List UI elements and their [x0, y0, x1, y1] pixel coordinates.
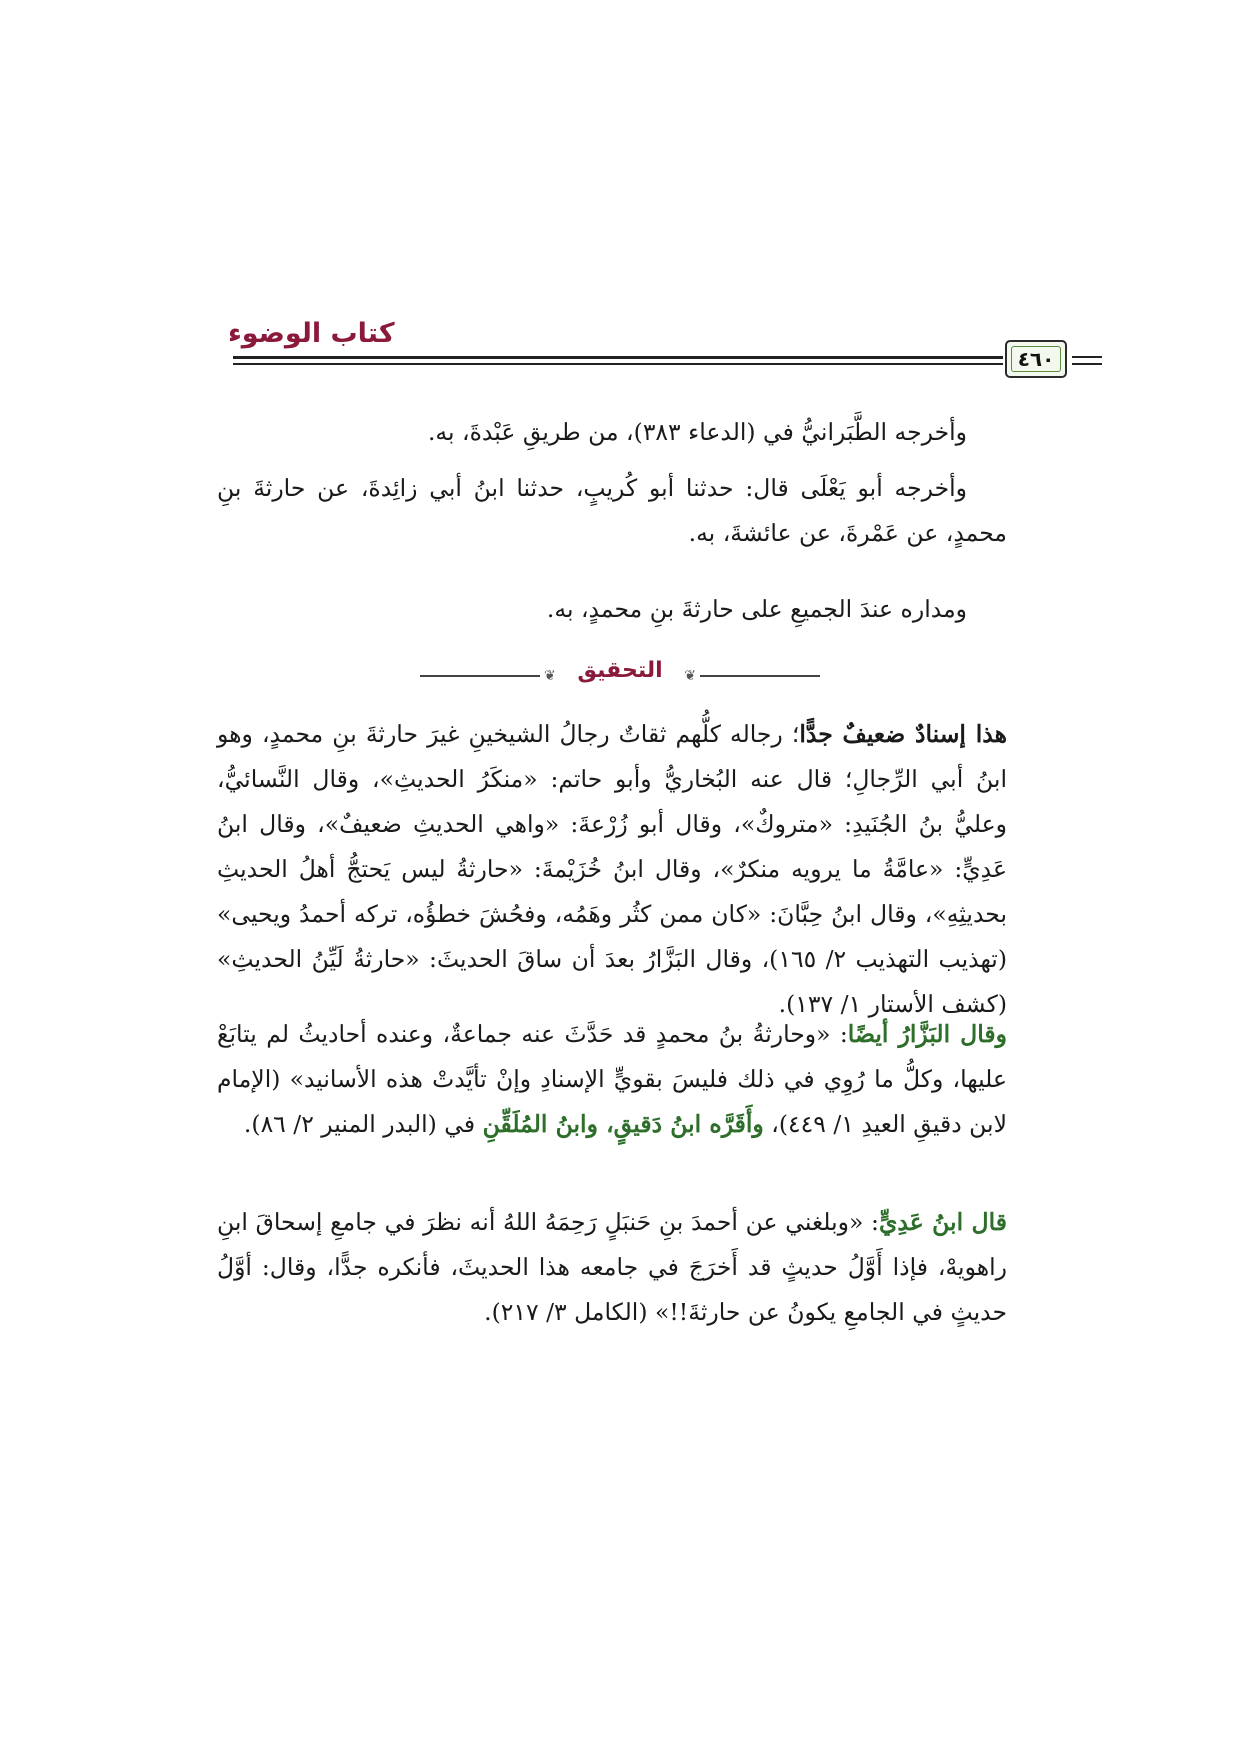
- paragraph-5-highlight: وأَقَرَّه ابنُ دَقيقٍ، وابنُ المُلَقِّنِ: [482, 1110, 764, 1138]
- paragraph-5: [217, 1012, 1007, 1147]
- ornament-icon: ❦: [544, 668, 556, 684]
- paragraph-3: ومداره عندَ الجميعِ على حارثةَ بنِ محمدٍ، به.: [546, 595, 967, 623]
- divider-line: [420, 675, 540, 677]
- paragraph-6-body: : «وبلغني عن أحمدَ بنِ حَنبَلٍ رَحِمَهُ اللهُ أنه نظرَ في جامعِ إسحاقَ ابنِ راهويهْ، فإذا أَوَّلُ حديثٍ قد أَخرَجَ في جامعه هذا الحديثَ، فأنكره جدًّا، وقال: أوَّلُ حديثٍ في الجامعِ يكونُ عن حارثةَ!!» (الكامل ٣/ ٢١٧).: [217, 1208, 1007, 1326]
- paragraph-2: وأخرجه أبو يَعْلَى قال: حدثنا أبو كُريبٍ، حدثنا ابنُ أبي زائِدةَ، عن حارثةَ بنِ محمدٍ، عن عَمْرةَ، عن عائشةَ، به.: [217, 474, 1007, 547]
- paragraph-5-body: : «وحارثةُ بنُ محمدٍ قد حَدَّثَ عنه جماعةٌ، وعنده أحاديثُ لم يتابَعْ عليها، وكلُّ ما رُوِي في ذلك فليسَ بقويٍّ الإسنادِ وإنْ تأيَّدتْ هذه الأسانيد» (الإمام لابن دقيقِ العيدِ ١/ ٤٤٩)،: [217, 1020, 1007, 1138]
- ornament-icon: ❦: [684, 668, 696, 684]
- quote-lead: قال ابنُ عَدِيٍّ: [878, 1208, 1007, 1236]
- paragraph-4: [217, 712, 1007, 1027]
- section-divider: [420, 658, 820, 690]
- paragraph-5-tail: في (البدر المنير ٢/ ٨٦).: [243, 1110, 483, 1138]
- section-heading: التحقيق: [577, 658, 663, 683]
- page-number: ٤٦٠: [1011, 346, 1061, 372]
- header-rule: [1072, 356, 1102, 358]
- quote-lead: وقال البَزَّارُ أيضًا: [847, 1020, 1007, 1048]
- paragraph-4-body: ؛ رجاله كلُّهم ثقاتٌ رجالُ الشيخينِ غيرَ حارثةَ بنِ محمدٍ، وهو ابنُ أبي الرِّجالِ؛ قال عنه البُخاريُّ وأبو حاتم: «منكَرُ الحديثِ»، وقال النَّسائيُّ، وعليُّ بنُ الجُنَيدِ: «متروكٌ»، وقال أبو زُرْعةَ: «واهي الحديثِ ضعيفٌ»، وقال ابنُ عَدِيٍّ: «عامَّةُ ما يرويه منكرٌ»، وقال ابنُ خُزَيْمةَ: «حارثةُ ليس يَحتجُّ أهلُ الحديثِ بحديثِهِ»، وقال ابنُ حِبَّانَ: «كان ممن كثُر وهَمُه، وفحُشَ خطؤُه، تركه أحمدُ ويحيى» (تهذيب التهذيب ٢/ ١٦٥)، وقال البَزَّارُ بعدَ أن ساقَ الحديثَ: «حارثةُ لَيِّنُ الحديثِ» (كشف الأستار ١/ ١٣٧).: [217, 720, 1007, 1018]
- header-rule: [233, 356, 1003, 359]
- book-title: كتاب الوضوء: [228, 318, 395, 349]
- page-number-badge: [1005, 340, 1067, 378]
- paragraph-1: وأخرجه الطَّبَرانيُّ في (الدعاء ٣٨٣)، من طريقِ عَبْدةَ، به.: [427, 418, 967, 446]
- verdict-lead: هذا إسنادٌ ضعيفٌ جدًّا: [799, 720, 1007, 748]
- header-rule: [233, 363, 1003, 365]
- header-rule: [1072, 363, 1102, 365]
- divider-line: [700, 675, 820, 677]
- paragraph-6: [217, 1200, 1007, 1335]
